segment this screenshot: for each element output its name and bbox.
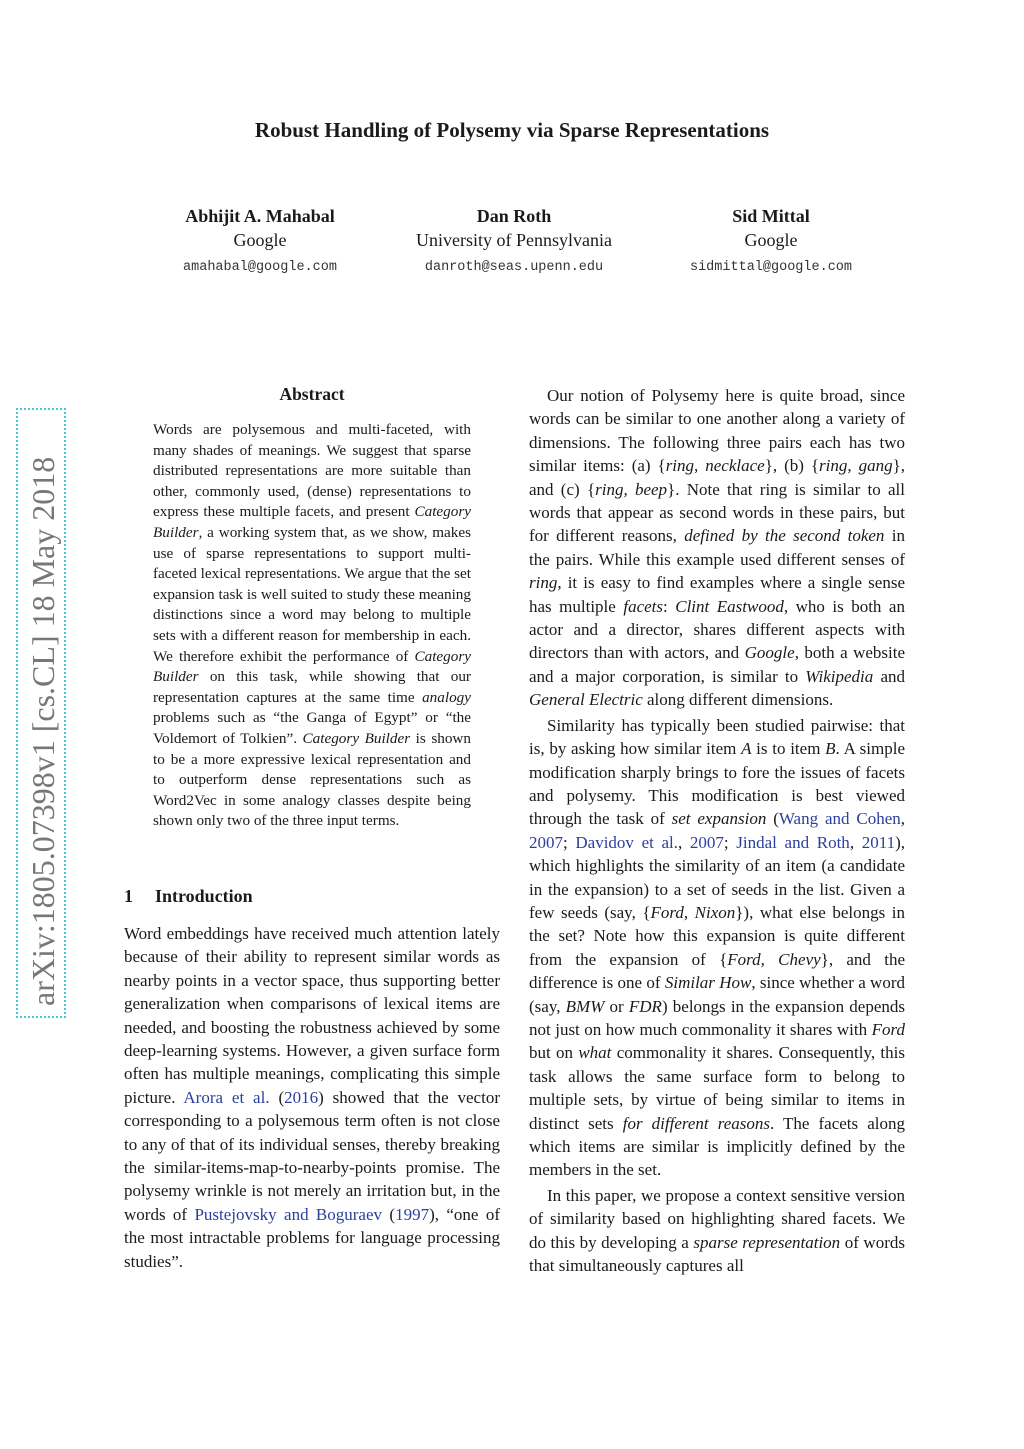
abstract-heading: Abstract [279, 384, 345, 404]
author-email: danroth@seas.upenn.edu [424, 260, 604, 275]
citation-year-link[interactable]: 2007 [689, 832, 724, 852]
author-email: amahabal@google.com [183, 260, 337, 275]
introduction-paragraph: Word embeddings have received much attention lately because of their ability to represent similar words as nearby points in a vector space, thus supporting better generalization when comparisons of lexical items are needed, and boosting the robustness achieved by some deep-learning systems. However, a given surface form often has multiple meanings, complicating this simple picture. Arora et al. (2016) showed that the vector corresponding to a polysemous term often is not close to any of that of its individual senses, thereby breaking the similar-items-map-to-nearby-points promise. The polysemy wrinkle is not merely an irritation but, in the words of Pustejovsky and Boguraev (1997), “one of the most intractable problems for language processing studies”. [124, 924, 500, 1271]
section-title: Introduction [155, 886, 253, 906]
paper-title: Robust Handling of Polysemy via Sparse Representations [254, 118, 770, 142]
author-affiliation: University of Pennsylvania [416, 230, 612, 250]
citation-year-link[interactable]: 2007 [529, 832, 563, 852]
author-block-3 [611, 204, 931, 284]
body-paragraph: In this paper, we propose a context sensitive version of similarity based on highlighting shared facets. We do this by developing a sparse representation of words that simultaneously captures all [529, 1185, 905, 1276]
author-affiliation: Google [744, 230, 798, 250]
body-paragraph: Similarity has typically been studied pairwise: that is, by asking how similar item A is to item B. A simple modification sharply brings to fore the issues of facets and polysemy. This modification is best viewed through the task of set expansion (Wang and Cohen, 2007; Davidov et al., 2007; Jindal and Roth, 2011), which highlights the similarity of an item (a candidate in the expansion) to a set of seeds in the list. Given a few seeds (say, {Ford, Nixon}), what else belongs in the set? Note how this expansion is quite different from the expansion of {Ford, Chevy}, and the difference is one of Similar How, since whether a word (say, BMW or FDR) belongs in the expansion depends not just on how much commonality it shares with Ford but on what commonality it shares. Consequently, this task allows the same surface form to belong to multiple sets, by virtue of being similar to items in distinct sets for different reasons. The facets along which items are similar is implicitly defined by the members in the set. [529, 715, 906, 1180]
citation-link[interactable]: Arora et al. [183, 1087, 270, 1107]
author-email: sidmittal@google.com [689, 260, 853, 275]
author-name: Abhijit A. Mahabal [185, 206, 335, 226]
abstract-text: Words are polysemous and multi-faceted, with many shades of meanings. We suggest that sparse distributed representations are more suitable than other, commonly used, (dense) representations to express these multiple facets, and present Category Builder, a working system that, as we show, makes use of sparse representations to support multi-faceted lexical representations. We argue that the set expansion task is well suited to study these meaning distinctions since a word may belong to multiple sets with a different reason for membership in each. We therefore exhibit the performance of Category Builder on this task, while showing that our representation captures at the same time analogy problems such as “the Ganga of Egypt” or “the Voldemort of Tolkien”. Category Builder is shown to be a more expressive lexical representation and to outperform dense representations such as Word2Vec in some analogy classes despite being shown only two of the three input terms. [153, 421, 471, 830]
body-paragraph: Our notion of Polysemy here is quite broad, since words can be similar to one another along a variety of dimensions. The following three pairs each has two similar items: (a) {ring, necklace}, (b) {ring, gang}, and (c) {ring, beep}. Note that ring is similar to all words that appear as second words in these pairs, but for different reasons, defined by the second token in the pairs. While this example used different senses of ring, it is easy to find examples where a single sense has multiple facets: Clint Eastwood, who is both an actor and a director, shares different aspects with directors than with actors, and Google, both a website and a major corporation, is similar to Wikipedia and General Electric along different dimensions. [529, 386, 906, 710]
citation-link[interactable]: Davidov et al. [575, 832, 679, 852]
author-name: Dan Roth [476, 206, 552, 226]
section-number: 1 [124, 886, 133, 906]
citation-year-link[interactable]: 2011 [861, 832, 896, 852]
section-heading-introduction [124, 886, 253, 907]
citation-year-link[interactable]: 1997 [395, 1204, 430, 1224]
citation-link[interactable]: Pustejovsky and Boguraev [194, 1204, 383, 1224]
arxiv-stamp: arXiv:1805.07398v1 [cs.CL] 18 May 2018 [16, 408, 66, 1018]
citation-year-link[interactable]: 2016 [284, 1087, 319, 1107]
citation-link[interactable]: Wang and Cohen [778, 809, 901, 829]
right-column [529, 384, 905, 1277]
author-affiliation: Google [233, 230, 287, 250]
citation-link[interactable]: Jindal and Roth [736, 832, 850, 852]
author-name: Sid Mittal [732, 206, 810, 226]
